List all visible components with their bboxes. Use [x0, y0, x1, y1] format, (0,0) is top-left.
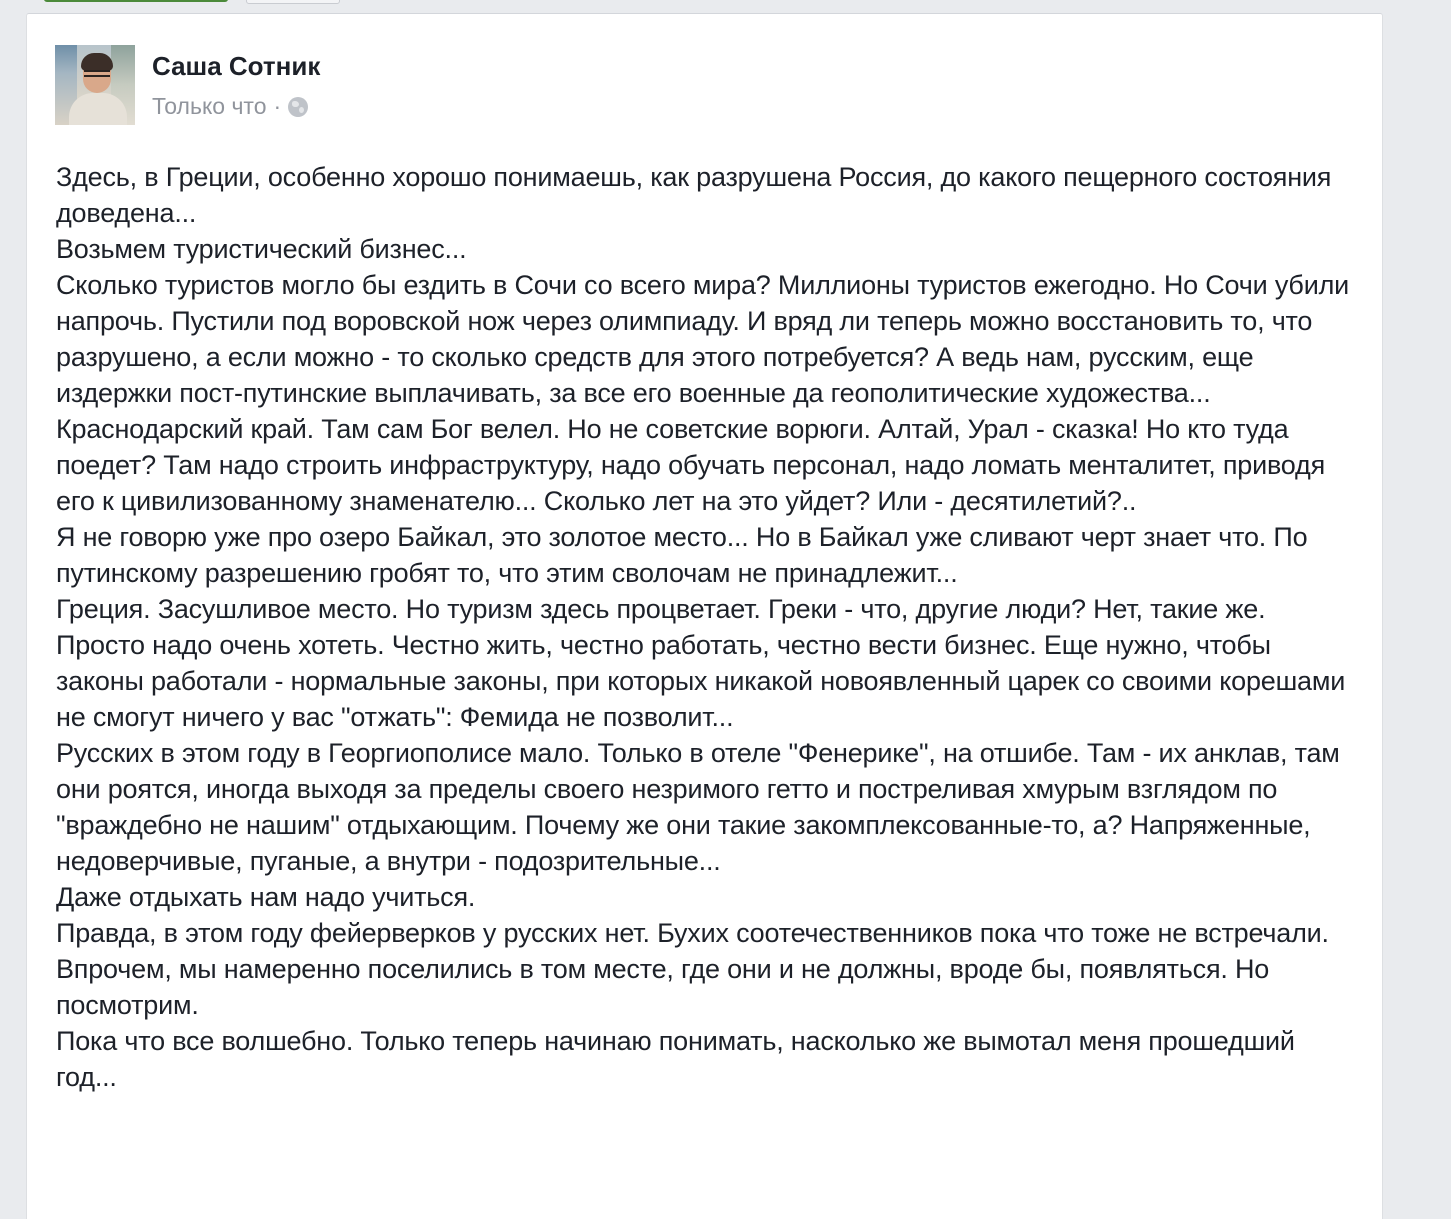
post-body — [56, 159, 1356, 1095]
post-paragraph: Греция. Засушливое место. Но туризм здесь процветает. Греки - что, другие люди? Нет, такие же. Просто надо очень хотеть. Честно жить, честно работать, честно вести бизнес. Еще нужно, чтобы законы работали - нормальные законы, при которых никакой новоявленный царек со своими корешами не смогут ничего у вас "отжать": Фемида не позволит... — [56, 594, 1346, 732]
post-paragraph: Даже отдыхать нам надо учиться. — [56, 882, 476, 912]
post-paragraph: Пока что все волшебно. Только теперь начинаю понимать, насколько же вымотал меня прошедший год... — [56, 1026, 1295, 1092]
top-action-button[interactable] — [44, 0, 228, 2]
top-secondary-button[interactable] — [246, 0, 340, 4]
post-meta — [152, 93, 308, 120]
post-card — [26, 13, 1383, 1219]
top-toolbar-strip — [0, 0, 1451, 14]
post-paragraph: Сколько туристов могло бы ездить в Сочи со всего мира? Миллионы туристов ежегодно. Но Сочи убили напрочь. Пустили под воровской нож через олимпиаду. И вряд ли теперь можно восстановить то, что разрушено, а если можно - то сколько средств для этого потребуется? А ведь нам, русским, еще издержки пост-путинские выплачивать, за все его военные да геополитические художества... — [56, 270, 1350, 408]
post-paragraph: Краснодарский край. Там сам Бог велел. Но не советские ворюги. Алтай, Урал - сказка! Но кто туда поедет? Там надо строить инфраструктуру, надо обучать персонал, надо ломать менталитет, приводя его к цивилизованному знаменателю... Сколько лет на это уйдет? Или - десятилетий?.. — [56, 414, 1325, 516]
post-paragraph: Возьмем туристический бизнес... — [56, 234, 467, 264]
post-paragraph: Русских в этом году в Георгиополисе мало. Только в отеле "Фенерике", на отшибе. Там - их анклав, там они роятся, иногда выходя за пределы своего незримого гетто и постреливая хмурым взглядом по "враждебно не нашим" отдыхающим. Почему же они такие закомплексованные-то, а? Напряженные, недоверчивые, пуганые, а внутри - подозрительные... — [56, 738, 1340, 876]
post-paragraph: Я не говорю уже про озеро Байкал, это золотое место... Но в Байкал уже сливают черт знает что. По путинскому разрешению гробят то, что этим сволочам не принадлежит... — [56, 522, 1308, 588]
post-paragraph: Правда, в этом году фейерверков у русских нет. Бухих соотечественников пока что тоже не встречали. Впрочем, мы намеренно поселились в том месте, где они и не должны, вроде бы, появляться. Но посмотрим. — [56, 918, 1329, 1020]
post-paragraph: Здесь, в Греции, особенно хорошо понимаешь, как разрушена Россия, до какого пещерного состояния доведена... — [56, 162, 1332, 228]
post-timestamp[interactable]: Только что — [152, 93, 267, 119]
globe-icon[interactable] — [288, 97, 308, 117]
avatar[interactable] — [55, 45, 135, 125]
author-name[interactable]: Саша Сотник — [152, 51, 321, 81]
meta-separator: · — [273, 93, 282, 119]
